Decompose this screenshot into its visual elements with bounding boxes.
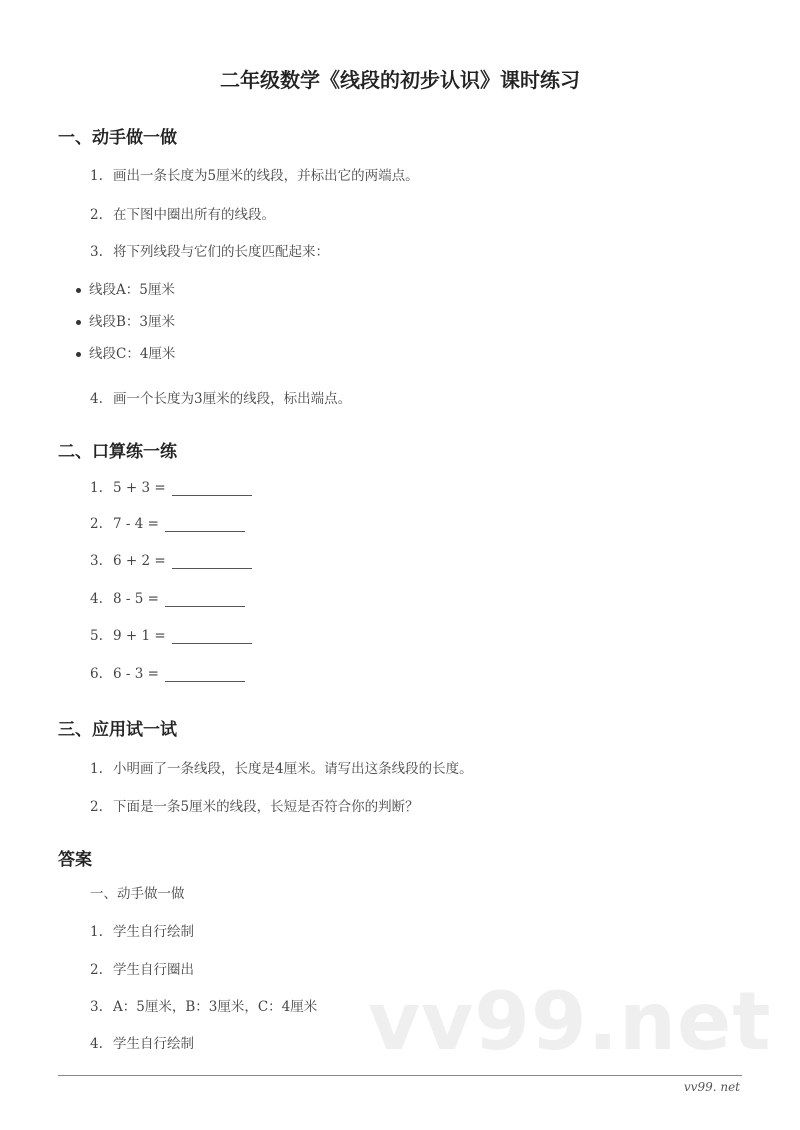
answers-subheading: 一、动手做一做 [90, 886, 185, 902]
answer-blank[interactable] [172, 629, 252, 644]
answer-item [90, 920, 194, 940]
answer-blank[interactable] [172, 554, 252, 569]
math-item [90, 666, 245, 682]
item-number: 3. [90, 999, 103, 1015]
section2-heading: 二、口算练一练 [58, 442, 177, 462]
math-expression: 6 - 3 = [113, 666, 159, 682]
item-text: 小明画了一条线段，长度是4厘米。请写出这条线段的长度。 [113, 761, 473, 777]
bullet-icon [76, 288, 81, 293]
item-number: 5. [90, 628, 103, 644]
answer-blank[interactable] [165, 517, 245, 532]
item-number: 3. [90, 553, 103, 569]
answer-item [90, 995, 317, 1015]
item-number: 4. [90, 591, 103, 607]
item-number: 2. [90, 516, 103, 532]
bullet-text: 线段B：3厘米 [89, 314, 176, 330]
list-item [90, 757, 473, 777]
math-expression: 6 + 2 = [113, 553, 166, 569]
item-text: 将下列线段与它们的长度匹配起来： [113, 244, 329, 260]
item-number: 6. [90, 666, 103, 682]
bullet-item [76, 342, 175, 362]
list-item [90, 387, 351, 407]
math-item [90, 516, 245, 532]
bullet-icon [76, 352, 81, 357]
bullet-item [76, 310, 175, 330]
math-item [90, 553, 252, 569]
item-number: 4. [90, 1036, 103, 1052]
bullet-item [76, 278, 175, 298]
item-text: 画一个长度为3厘米的线段，标出端点。 [113, 391, 352, 407]
bullet-text: 线段C：4厘米 [89, 346, 176, 362]
answer-blank[interactable] [172, 481, 252, 496]
math-item [90, 628, 252, 644]
math-item [90, 591, 245, 607]
item-number: 1. [90, 168, 103, 184]
section1-heading: 一、动手做一做 [58, 128, 177, 148]
answer-text: A：5厘米，B：3厘米，C：4厘米 [113, 999, 318, 1015]
answer-text: 学生自行绘制 [113, 924, 194, 940]
bullet-icon [76, 320, 81, 325]
math-item [90, 480, 252, 496]
math-expression: 7 - 4 = [113, 516, 159, 532]
list-item [90, 164, 419, 184]
page-title: 二年级数学《线段的初步认识》课时练习 [220, 68, 580, 92]
item-number: 1. [90, 924, 103, 940]
item-number: 3. [90, 244, 103, 260]
math-expression: 5 + 3 = [113, 480, 166, 496]
item-text: 在下图中圈出所有的线段。 [113, 207, 275, 223]
answer-blank[interactable] [165, 592, 245, 607]
list-item [90, 240, 329, 260]
list-item [90, 203, 275, 223]
item-text: 下面是一条5厘米的线段，长短是否符合你的判断？ [113, 799, 419, 815]
answer-blank[interactable] [165, 667, 245, 682]
section3-heading: 三、应用试一试 [58, 720, 177, 740]
item-number: 1. [90, 761, 103, 777]
answer-item [90, 958, 194, 978]
item-number: 2. [90, 962, 103, 978]
item-number: 4. [90, 391, 103, 407]
list-item [90, 795, 419, 815]
item-number: 2. [90, 207, 103, 223]
item-number: 2. [90, 799, 103, 815]
answer-item [90, 1032, 194, 1052]
item-number: 1. [90, 480, 103, 496]
answer-text: 学生自行圈出 [113, 962, 194, 978]
answer-text: 学生自行绘制 [113, 1036, 194, 1052]
footer-text: vv99. net [683, 1080, 740, 1094]
math-expression: 8 - 5 = [113, 591, 159, 607]
item-text: 画出一条长度为5厘米的线段，并标出它的两端点。 [113, 168, 419, 184]
watermark: vv99.net [368, 975, 772, 1068]
math-expression: 9 + 1 = [113, 628, 166, 644]
footer-divider [58, 1075, 742, 1076]
answers-heading: 答案 [58, 850, 92, 870]
bullet-text: 线段A：5厘米 [89, 282, 175, 298]
